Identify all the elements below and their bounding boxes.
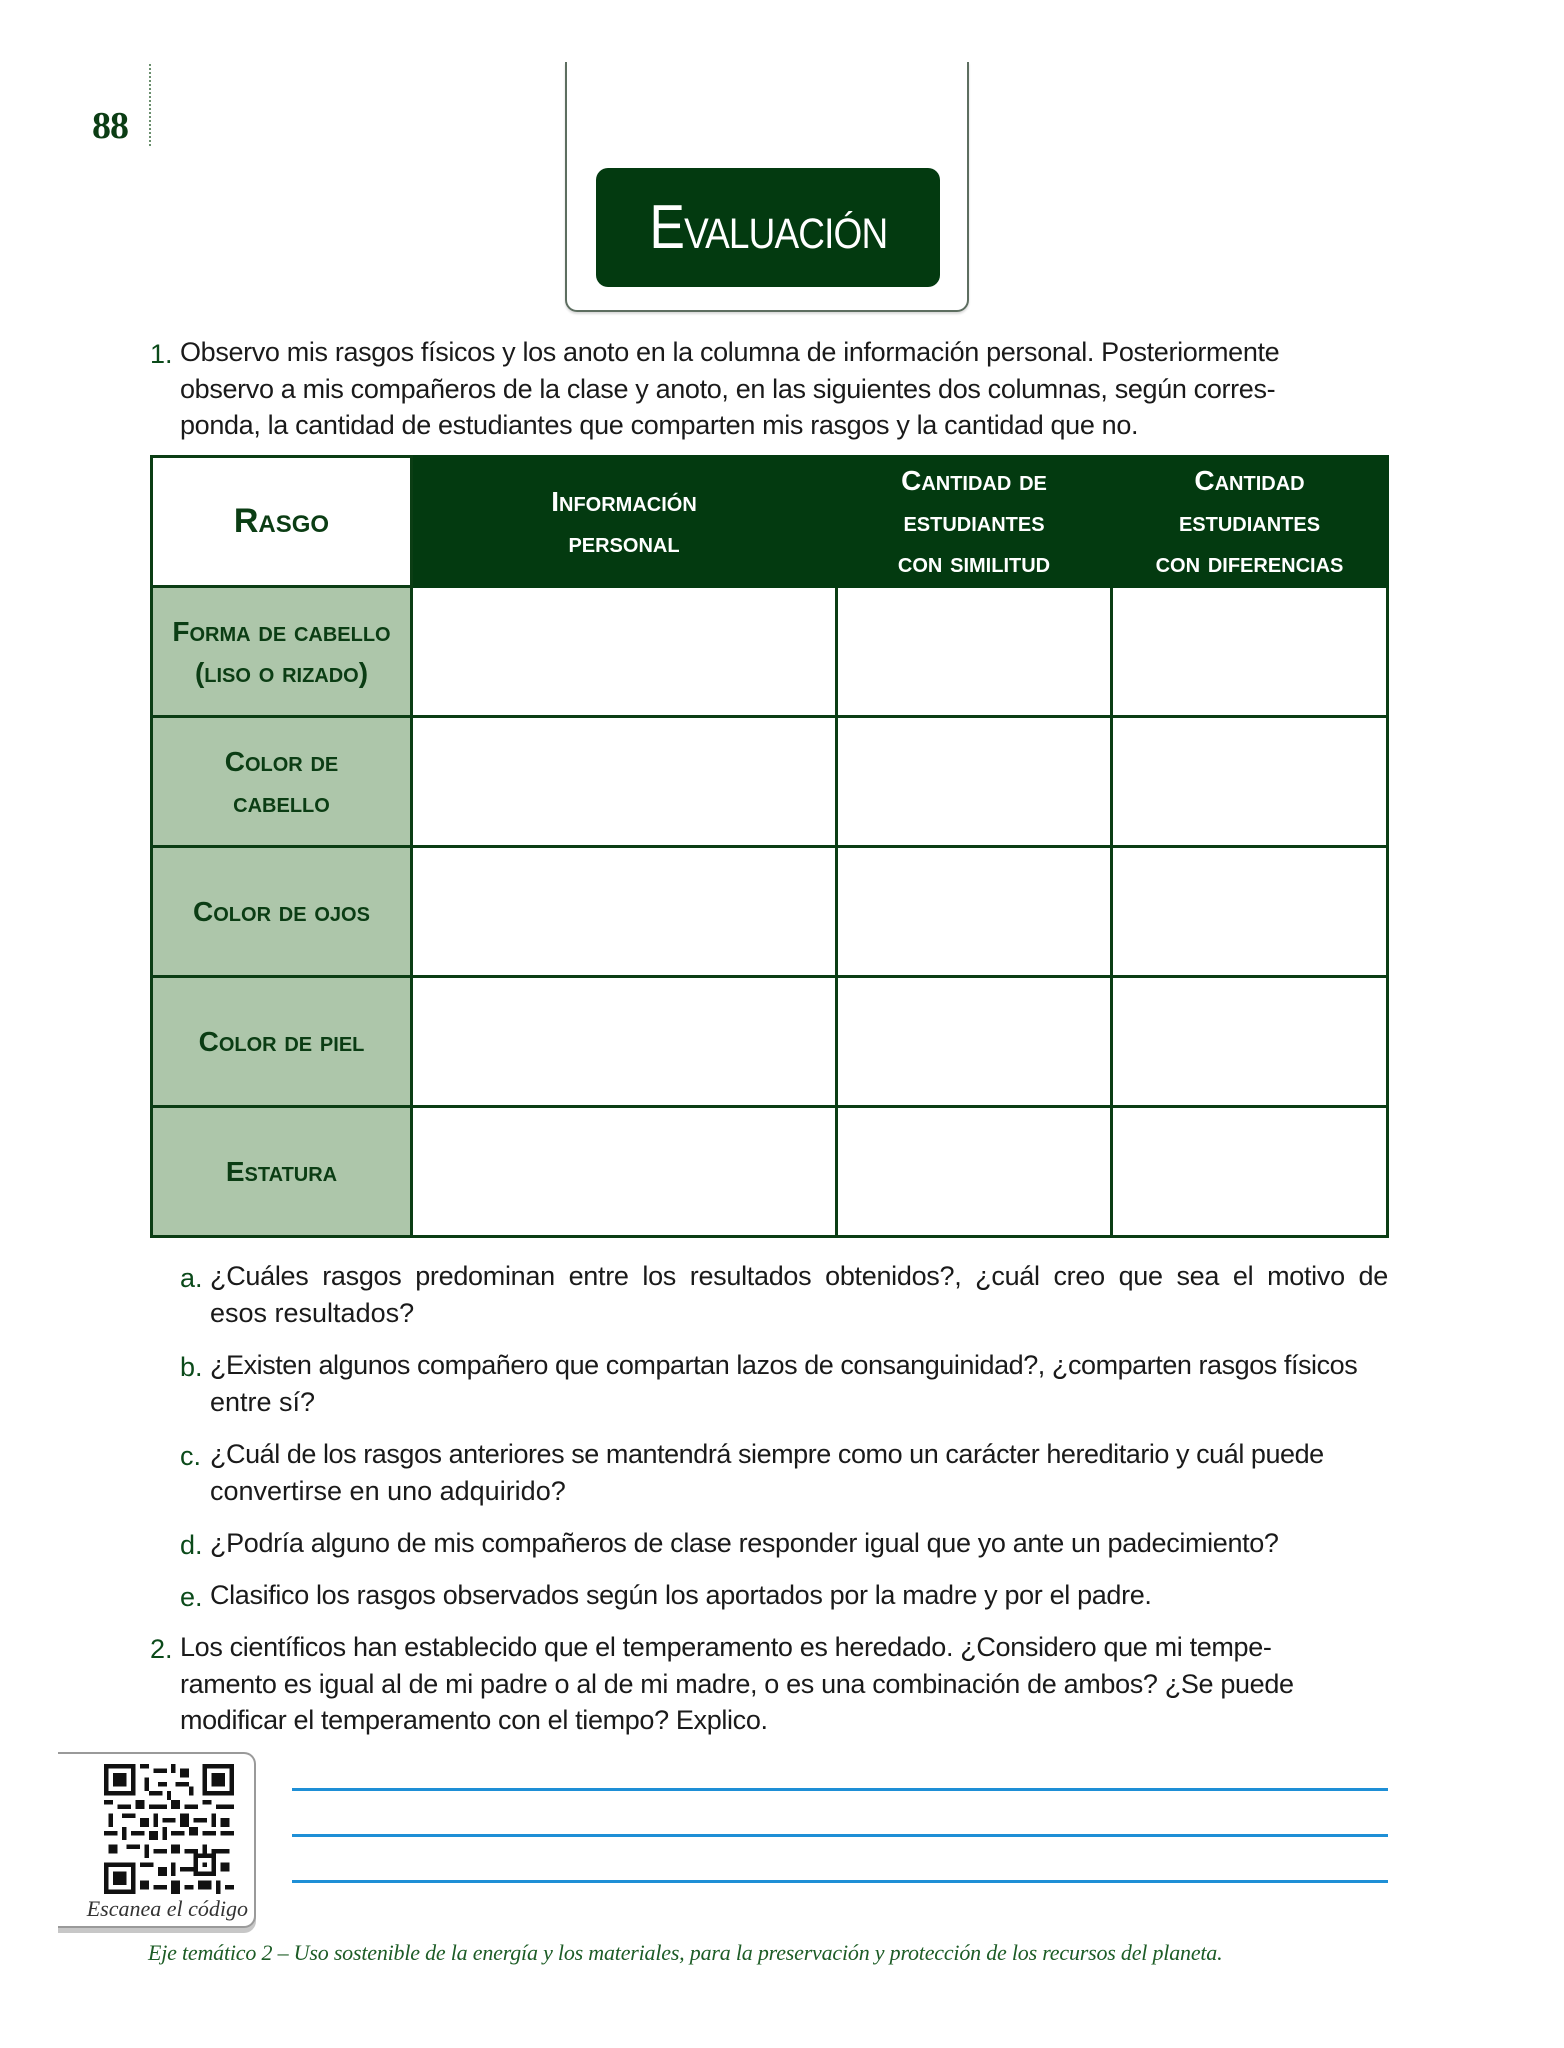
- subquestion-line: convertirse en uno adquirido?: [210, 1475, 566, 1506]
- cell-similitud[interactable]: [837, 717, 1112, 847]
- subquestion-line: ¿Podría alguno de mis compañeros de clase responder igual que yo ante un padecimiento?: [210, 1528, 1279, 1558]
- cell-diferencias[interactable]: [1112, 587, 1388, 717]
- cell-diferencias[interactable]: [1112, 717, 1388, 847]
- cell-similitud[interactable]: [837, 1107, 1112, 1237]
- subquestion-line: ¿Existen algunos compañero que compartan lazos de consanguinidad?, ¿comparten rasgos físicos: [210, 1350, 1358, 1380]
- answer-line-3[interactable]: [292, 1880, 1388, 1883]
- section-title: Evaluación: [649, 193, 887, 262]
- header-diferencias: Cantidad estudiantes con diferencias: [1112, 457, 1388, 587]
- cell-informacion-personal[interactable]: [412, 847, 837, 977]
- subquestion-e-text: [210, 1577, 1388, 1614]
- table-header-row: [152, 457, 1388, 587]
- footer-theme-text: Eje temático 2 – Uso sostenible de la energía y los materiales, para la preservación y protección de los recursos del planeta.: [148, 1940, 1223, 1965]
- table-row: [152, 587, 1388, 717]
- header-informacion-personal: Información personal: [412, 457, 837, 587]
- question-2-line: ramento es igual al de mi padre o al de mi madre, o es una combinación de ambos? ¿Se puede: [180, 1668, 1294, 1699]
- qr-code-box[interactable]: [58, 1752, 256, 1928]
- subquestion-line: esos resultados?: [210, 1297, 415, 1328]
- cell-informacion-personal[interactable]: [412, 717, 837, 847]
- question-1-line: ponda, la cantidad de estudiantes que comparten mis rasgos y la cantidad que no.: [180, 410, 1139, 440]
- row-label-color-piel: Color de piel: [152, 977, 412, 1107]
- subquestion-line: entre sí?: [210, 1386, 316, 1417]
- section-title-box: [596, 168, 940, 287]
- question-2-number: 2.: [150, 1634, 173, 1664]
- question-1-number: 1.: [150, 339, 173, 369]
- header-similitud: Cantidad de estudiantes con similitud: [837, 457, 1112, 587]
- subquestion-a-text: [210, 1258, 1388, 1331]
- row-label-color-cabello: Color de cabello: [152, 717, 412, 847]
- traits-table: [150, 455, 1389, 1238]
- cell-informacion-personal[interactable]: [412, 1107, 837, 1237]
- cell-diferencias[interactable]: [1112, 847, 1388, 977]
- subquestion-d-text: [210, 1525, 1388, 1562]
- row-label-color-ojos: Color de ojos: [152, 847, 412, 977]
- question-2-line: modificar el temperamento con el tiempo? Explico.: [180, 1705, 768, 1735]
- question-1-line: Observo mis rasgos físicos y los anoto en la columna de información personal. Posteriormente: [180, 337, 1280, 367]
- answer-line-1[interactable]: [292, 1788, 1388, 1791]
- qr-code-icon[interactable]: [104, 1764, 234, 1894]
- subquestion-line: ¿Cuáles rasgos predominan entre los resultados obtenidos?, ¿cuál creo que sea el motivo de: [210, 1261, 1388, 1291]
- table-row: [152, 1107, 1388, 1237]
- subquestion-a-letter: a.: [180, 1263, 203, 1293]
- subquestion-d-letter: d.: [180, 1530, 203, 1560]
- cell-similitud[interactable]: [837, 587, 1112, 717]
- subquestion-b-letter: b.: [180, 1352, 203, 1382]
- subquestion-b-text: [210, 1347, 1388, 1420]
- header-rasgo: Rasgo: [152, 457, 412, 587]
- table-row: [152, 717, 1388, 847]
- cell-similitud[interactable]: [837, 977, 1112, 1107]
- answer-line-2[interactable]: [292, 1834, 1388, 1837]
- subquestion-line: Clasifico los rasgos observados según los aportados por la madre y por el padre.: [210, 1580, 1152, 1610]
- page-number: 88: [92, 105, 128, 147]
- subquestion-line: ¿Cuál de los rasgos anteriores se mantendrá siempre como un carácter hereditario y cuál puede: [210, 1439, 1324, 1469]
- question-2-text: [180, 1629, 1388, 1739]
- cell-diferencias[interactable]: [1112, 977, 1388, 1107]
- cell-diferencias[interactable]: [1112, 1107, 1388, 1237]
- row-label-estatura: Estatura: [152, 1107, 412, 1237]
- subquestion-e-letter: e.: [180, 1582, 203, 1612]
- question-1-line: observo a mis compañeros de la clase y anoto, en las siguientes dos columnas, según corres-: [180, 373, 1276, 404]
- qr-caption: Escanea el código: [86, 1896, 248, 1921]
- subquestion-c-letter: c.: [180, 1441, 202, 1471]
- question-2-line: Los científicos han establecido que el temperamento es heredado. ¿Considero que mi tempe-: [180, 1632, 1272, 1662]
- cell-informacion-personal[interactable]: [412, 587, 837, 717]
- subquestion-c-text: [210, 1436, 1388, 1509]
- question-1-text: [180, 334, 1388, 444]
- cell-informacion-personal[interactable]: [412, 977, 837, 1107]
- page-number-divider: [149, 64, 151, 146]
- table-row: [152, 977, 1388, 1107]
- table-row: [152, 847, 1388, 977]
- row-label-forma-cabello: Forma de cabello (liso o rizado): [152, 587, 412, 717]
- cell-similitud[interactable]: [837, 847, 1112, 977]
